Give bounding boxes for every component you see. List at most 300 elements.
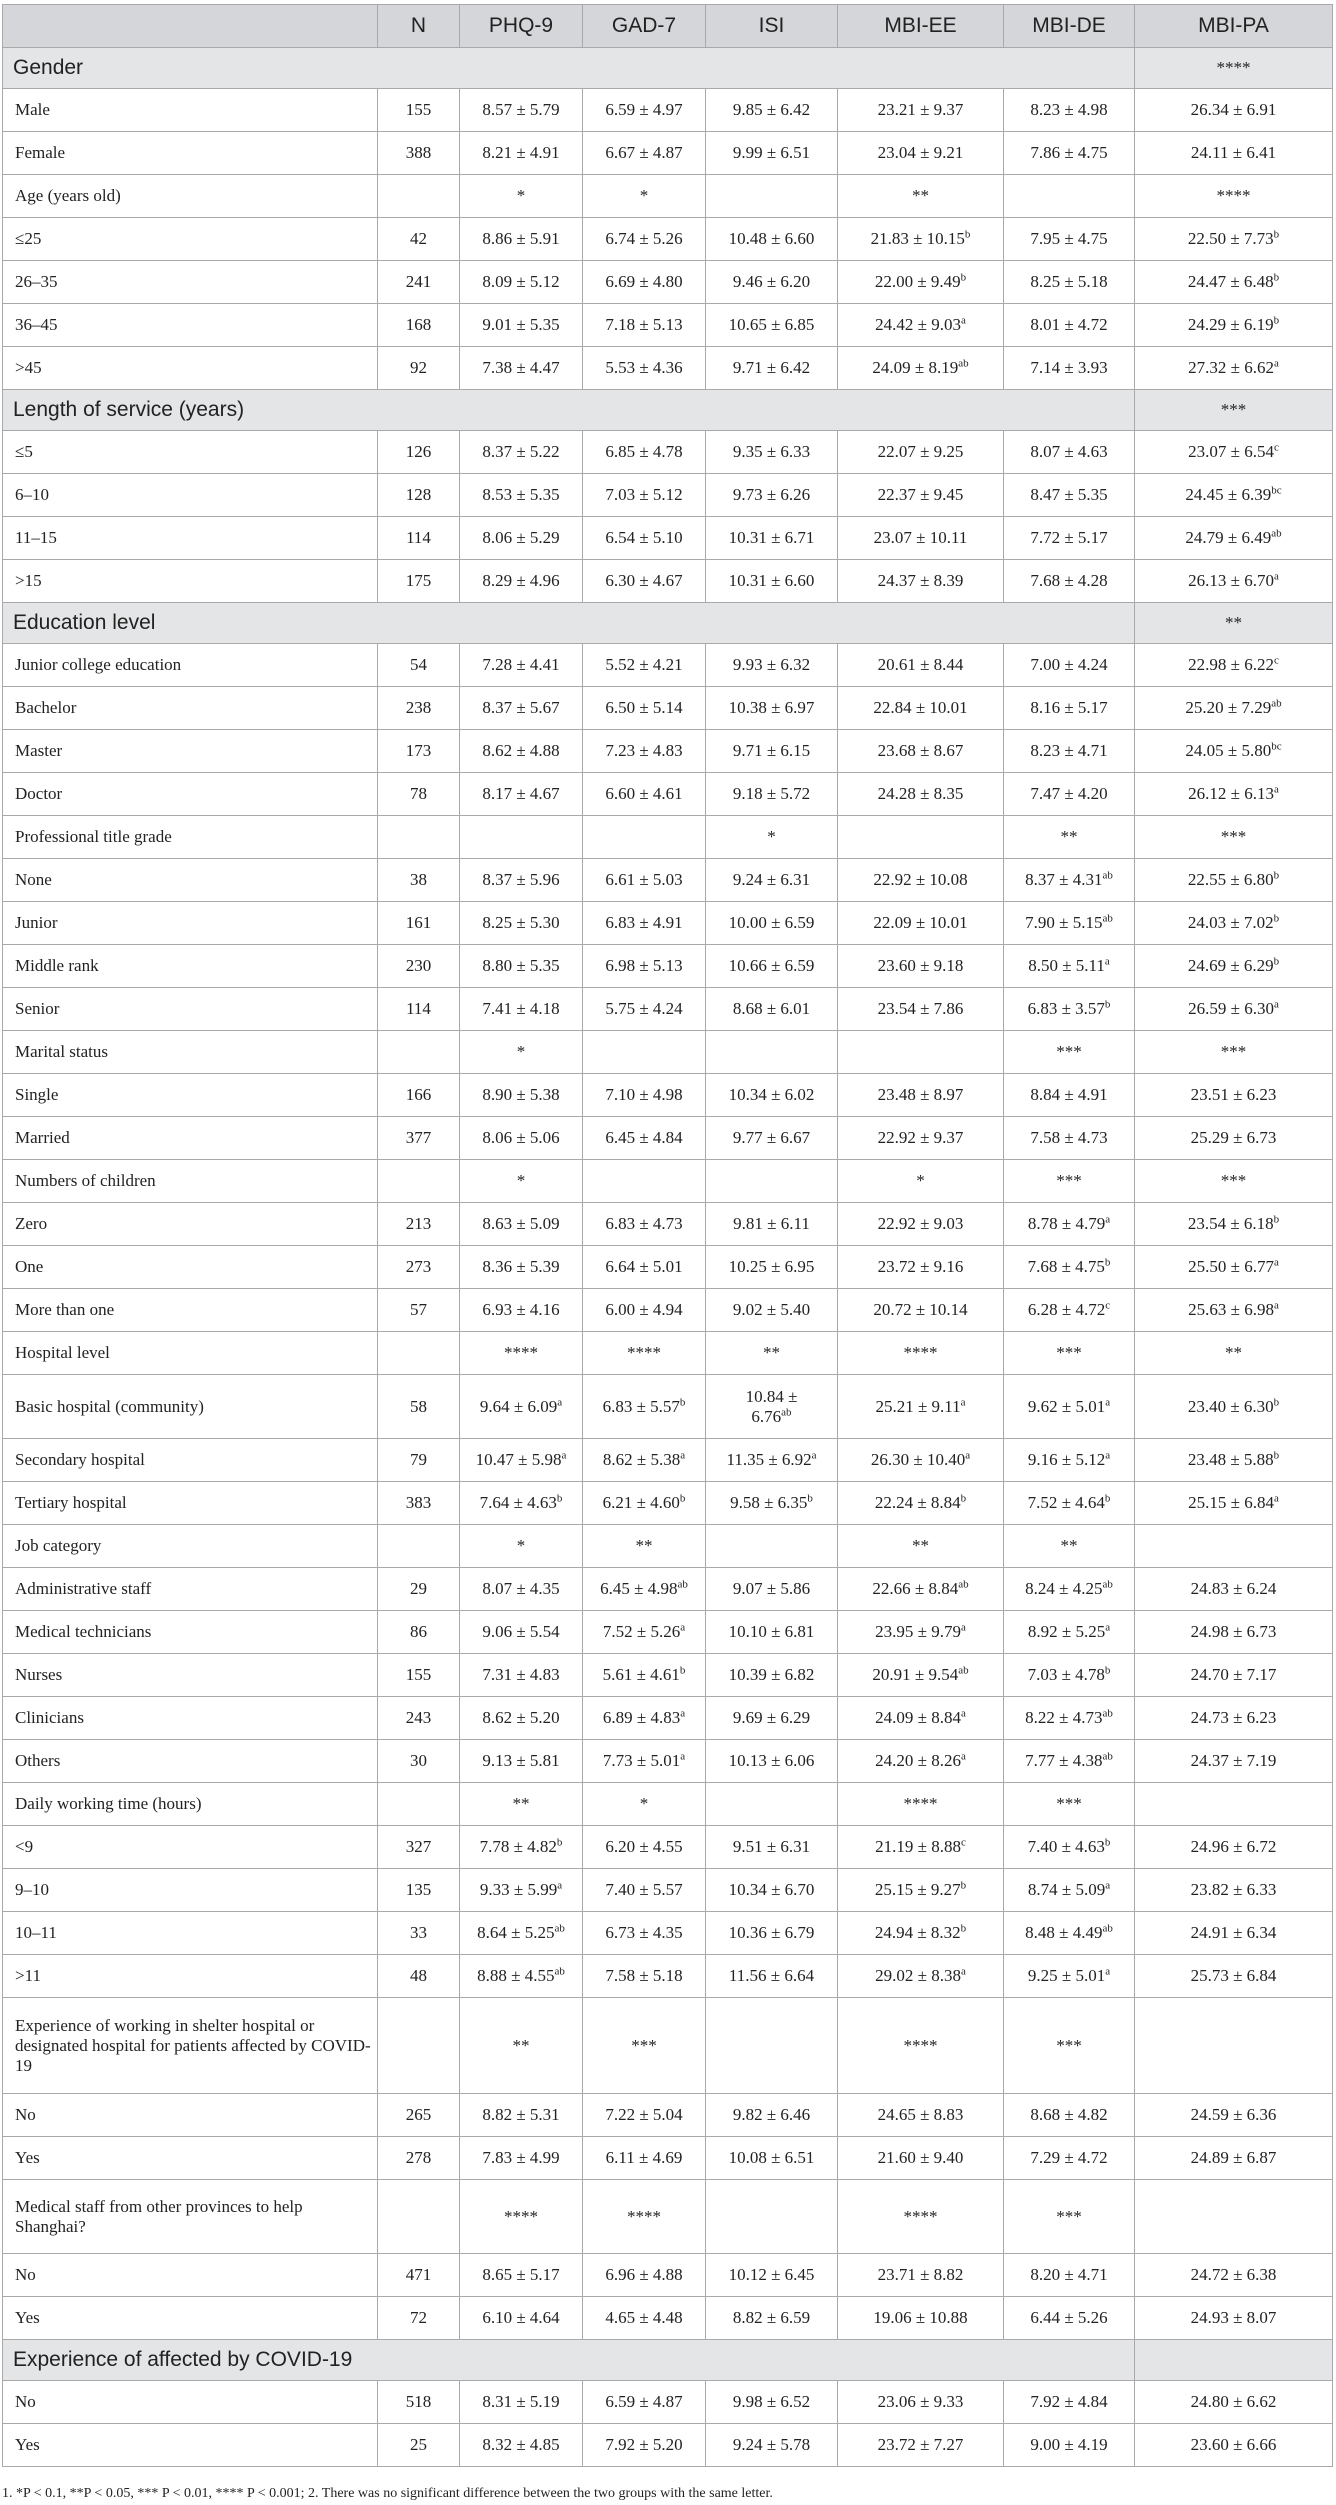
cell-value: 6.54 ± 5.10 <box>605 528 683 547</box>
letter-superscript: a <box>960 1750 966 1763</box>
value-cell <box>583 859 706 902</box>
value-cell <box>583 1246 706 1289</box>
cell-value: 8.25 ± 5.30 <box>482 913 560 932</box>
value-cell <box>460 1912 583 1955</box>
table-row <box>3 1246 1333 1289</box>
value-cell <box>1135 1332 1333 1375</box>
row-label: >11 <box>3 1955 378 1998</box>
header-cell: PHQ-9 <box>460 5 583 48</box>
cell-value: 8.62 ± 5.20 <box>482 1708 560 1727</box>
cell-value: 9.24 ± 5.78 <box>732 2435 811 2454</box>
value-cell <box>706 560 838 603</box>
header-cell: ISI <box>706 5 838 48</box>
value-cell <box>706 945 838 988</box>
value-cell <box>706 1439 838 1482</box>
cell-value: *** <box>1220 1042 1247 1061</box>
value-cell <box>583 1439 706 1482</box>
cell-value: 6.83 ± 5.57 <box>602 1396 680 1416</box>
n-cell: 79 <box>378 1439 460 1482</box>
value-cell <box>460 2297 583 2340</box>
value-cell <box>583 1031 706 1074</box>
cell-value: 7.52 ± 4.64 <box>1027 1493 1105 1512</box>
letter-superscript: a <box>960 1621 966 1634</box>
value-cell <box>838 988 1004 1031</box>
letter-superscript: ab <box>1271 527 1282 540</box>
value-cell <box>1135 1525 1333 1568</box>
cell-value: 9.69 ± 6.29 <box>732 1708 811 1727</box>
cell-value: 7.10 ± 4.98 <box>605 1085 683 1104</box>
table-row <box>3 1654 1333 1697</box>
cell-value: 9.01 ± 5.35 <box>482 315 560 334</box>
table-row <box>3 902 1333 945</box>
value-cell <box>1004 261 1135 304</box>
cell-value: 24.65 ± 8.83 <box>877 2105 964 2124</box>
table-row <box>3 347 1333 390</box>
cell-value: 24.37 ± 7.19 <box>1190 1751 1277 1770</box>
value-cell <box>706 1697 838 1740</box>
value-cell <box>1135 1289 1333 1332</box>
cell-value: ** <box>763 1343 780 1362</box>
n-cell: 175 <box>378 560 460 603</box>
cell-value: ** <box>1060 1536 1078 1555</box>
n-cell: 128 <box>378 474 460 517</box>
value-cell <box>706 1998 838 2094</box>
value-cell <box>1135 1654 1333 1697</box>
cell-value: 7.40 ± 5.57 <box>605 1880 683 1899</box>
value-cell <box>583 1869 706 1912</box>
cell-value: 27.32 ± 6.62 <box>1188 358 1274 377</box>
value-cell <box>583 1289 706 1332</box>
value-cell <box>1004 218 1135 261</box>
value-cell <box>706 347 838 390</box>
cell-value: *** <box>1056 1042 1082 1061</box>
table-row <box>3 1568 1333 1611</box>
cell-value: 7.72 ± 5.17 <box>1030 528 1108 547</box>
n-cell: 48 <box>378 1955 460 1998</box>
subgroup-row <box>3 816 1333 859</box>
cell-value: 22.24 ± 8.84 <box>874 1493 961 1512</box>
value-cell <box>1135 1826 1333 1869</box>
value-cell <box>460 687 583 730</box>
cell-value: 8.37 ± 5.67 <box>482 698 560 717</box>
letter-superscript: ab <box>1102 869 1113 882</box>
value-cell <box>706 218 838 261</box>
value-cell <box>460 1246 583 1289</box>
value-cell <box>1004 2424 1135 2467</box>
letter-superscript: a <box>680 1621 686 1634</box>
cell-value: 25.20 ± 7.29 <box>1185 698 1272 717</box>
subgroup-row <box>3 1160 1333 1203</box>
value-cell <box>1135 304 1333 347</box>
value-cell <box>460 1160 583 1203</box>
cell-value: 23.95 ± 9.79 <box>875 1622 961 1641</box>
value-cell <box>583 132 706 175</box>
table-row <box>3 517 1333 560</box>
cell-value: 6.21 ± 4.60 <box>602 1493 680 1512</box>
row-label: 11–15 <box>3 517 378 560</box>
value-cell <box>1004 1439 1135 1482</box>
value-cell <box>706 2254 838 2297</box>
value-cell <box>460 1826 583 1869</box>
cell-value: 8.36 ± 5.39 <box>482 1257 560 1276</box>
cell-value: 22.00 ± 9.49 <box>874 272 961 291</box>
value-cell <box>460 1525 583 1568</box>
cell-value: * <box>767 827 776 846</box>
value-cell <box>1135 2297 1333 2340</box>
header-row <box>3 5 1333 48</box>
cell-value: 7.95 ± 4.75 <box>1030 229 1108 248</box>
row-label: Yes <box>3 2424 378 2467</box>
value-cell <box>706 175 838 218</box>
value-cell <box>1135 773 1333 816</box>
cell-value: 8.29 ± 4.96 <box>482 571 560 590</box>
cell-value: 24.79 ± 6.49 <box>1185 528 1272 547</box>
value-cell <box>1135 1955 1333 1998</box>
cell-value: 25.29 ± 6.73 <box>1190 1128 1277 1147</box>
value-cell <box>838 1654 1004 1697</box>
value-cell <box>583 1697 706 1740</box>
cell-value: 8.24 ± 4.25 <box>1025 1579 1103 1598</box>
value-cell <box>583 2137 706 2180</box>
section-row <box>3 390 1333 431</box>
value-cell <box>838 816 1004 859</box>
cell-value: 24.09 ± 8.84 <box>875 1708 961 1727</box>
cell-value: 24.73 ± 6.23 <box>1190 1708 1277 1727</box>
value-cell <box>706 902 838 945</box>
value-cell <box>838 2137 1004 2180</box>
value-cell <box>583 644 706 687</box>
value-cell <box>1004 1332 1135 1375</box>
cell-value: ** <box>635 1536 653 1555</box>
cell-value: 10.36 ± 6.79 <box>728 1923 815 1942</box>
value-cell <box>1004 474 1135 517</box>
value-cell <box>1135 902 1333 945</box>
value-cell <box>1004 431 1135 474</box>
value-cell <box>1004 859 1135 902</box>
value-cell <box>838 1074 1004 1117</box>
value-cell <box>1135 1783 1333 1826</box>
section-label: Gender <box>3 48 1135 89</box>
cell-value: 6.00 ± 4.94 <box>605 1300 683 1319</box>
cell-value: 10.08 ± 6.51 <box>728 2148 815 2167</box>
value-cell <box>1004 175 1135 218</box>
value-cell <box>460 859 583 902</box>
cell-value: 4.65 ± 4.48 <box>605 2308 683 2327</box>
cell-value: 20.72 ± 10.14 <box>873 1300 968 1319</box>
cell-value: 25.15 ± 9.27 <box>874 1880 961 1899</box>
row-label: 9–10 <box>3 1869 378 1912</box>
value-cell <box>583 1740 706 1783</box>
cell-value: 24.05 ± 5.80 <box>1185 741 1272 760</box>
cell-value: 22.09 ± 10.01 <box>873 913 968 932</box>
cell-value: 8.22 ± 4.73 <box>1025 1708 1103 1727</box>
cell-value: 7.86 ± 4.75 <box>1030 143 1108 162</box>
cell-value: * <box>916 1171 925 1190</box>
cell-value: 7.58 ± 5.18 <box>605 1966 683 1985</box>
cell-value: 10.66 ± 6.59 <box>728 956 815 975</box>
row-label: None <box>3 859 378 902</box>
value-cell <box>1135 687 1333 730</box>
n-cell <box>378 1332 460 1375</box>
table-row <box>3 2137 1333 2180</box>
row-label: Zero <box>3 1203 378 1246</box>
value-cell <box>1004 1826 1135 1869</box>
value-cell <box>838 1160 1004 1203</box>
value-cell <box>583 1955 706 1998</box>
cell-value: 6.30 ± 4.67 <box>605 571 683 590</box>
letter-superscript: b <box>960 1492 967 1505</box>
cell-value: ** <box>912 186 929 205</box>
row-label: Single <box>3 1074 378 1117</box>
value-cell <box>838 175 1004 218</box>
cell-value: 9.24 ± 6.31 <box>732 870 811 889</box>
header-cell: GAD-7 <box>583 5 706 48</box>
cell-value: 7.28 ± 4.41 <box>482 655 560 674</box>
cell-value: 23.48 ± 8.97 <box>877 1085 964 1104</box>
letter-superscript: a <box>1105 1449 1111 1462</box>
value-cell <box>838 1525 1004 1568</box>
cell-value: 7.22 ± 5.04 <box>605 2105 683 2124</box>
value-cell <box>460 1998 583 2094</box>
subgroup-row <box>3 175 1333 218</box>
letter-superscript: b <box>679 1492 686 1505</box>
value-cell <box>838 1955 1004 1998</box>
value-cell <box>460 261 583 304</box>
cell-value: 8.23 ± 4.71 <box>1030 741 1108 760</box>
n-cell: 25 <box>378 2424 460 2467</box>
cell-value: 22.37 ± 9.45 <box>877 485 964 504</box>
cell-value: 24.89 ± 6.87 <box>1190 2148 1277 2167</box>
letter-superscript: a <box>1105 1621 1111 1634</box>
cell-value: 5.75 ± 4.24 <box>605 999 683 1018</box>
value-cell <box>583 1332 706 1375</box>
letter-superscript: b <box>556 1492 563 1505</box>
value-cell <box>460 1332 583 1375</box>
cell-value: 19.06 ± 10.88 <box>873 2308 968 2327</box>
value-cell <box>460 517 583 560</box>
cell-value: 7.68 ± 4.75 <box>1027 1257 1105 1276</box>
section-row <box>3 603 1333 644</box>
cell-value: 6.83 ± 4.91 <box>605 913 683 932</box>
significance-cell: ** <box>1135 603 1333 644</box>
cell-value: 7.41 ± 4.18 <box>482 999 560 1018</box>
n-cell: 155 <box>378 89 460 132</box>
cell-value: 24.42 ± 9.03 <box>875 315 961 334</box>
table-row <box>3 1955 1333 1998</box>
cell-value: * <box>639 186 649 205</box>
row-label: Male <box>3 89 378 132</box>
value-cell <box>460 1289 583 1332</box>
table-row <box>3 1117 1333 1160</box>
value-cell <box>706 1869 838 1912</box>
cell-value: 8.20 ± 4.71 <box>1030 2265 1108 2284</box>
cell-value: 9.06 ± 5.54 <box>482 1622 560 1641</box>
row-label: Senior <box>3 988 378 1031</box>
cell-value: 24.29 ± 6.19 <box>1187 315 1274 334</box>
cell-value: * <box>516 186 526 205</box>
value-cell <box>1135 517 1333 560</box>
value-cell <box>460 1568 583 1611</box>
cell-value: 6.11 ± 4.69 <box>605 2148 683 2167</box>
value-cell <box>838 1826 1004 1869</box>
row-label: Junior college education <box>3 644 378 687</box>
row-label: Clinicians <box>3 1697 378 1740</box>
cell-value: 7.03 ± 4.78 <box>1027 1665 1105 1684</box>
n-cell: 383 <box>378 1482 460 1525</box>
cell-value: 8.47 ± 5.35 <box>1030 485 1108 504</box>
n-cell: 518 <box>378 2381 460 2424</box>
n-cell: 33 <box>378 1912 460 1955</box>
row-label: Medical staff from other provinces to help Shanghai? <box>3 2180 378 2254</box>
cell-value: 22.55 ± 6.80 <box>1187 870 1274 889</box>
letter-superscript: bc <box>1271 740 1282 753</box>
value-cell <box>1135 1160 1333 1203</box>
cell-value: 6.44 ± 5.26 <box>1030 2308 1108 2327</box>
cell-value: 10.31 ± 6.71 <box>728 528 815 547</box>
cell-value: 6.69 ± 4.80 <box>605 272 683 291</box>
cell-value: 7.14 ± 3.93 <box>1030 358 1108 377</box>
value-cell <box>838 1783 1004 1826</box>
significance-cell <box>1135 2340 1333 2381</box>
cell-value: * <box>516 1536 526 1555</box>
cell-value: 22.84 ± 10.01 <box>873 698 968 717</box>
cell-value: 8.57 ± 5.79 <box>482 100 560 119</box>
cell-value: 23.60 ± 6.66 <box>1190 2435 1277 2454</box>
cell-value: 8.32 ± 4.85 <box>482 2435 560 2454</box>
cell-value: 6.67 ± 4.87 <box>605 143 683 162</box>
cell-value: 8.09 ± 5.12 <box>482 272 560 291</box>
cell-value: 26.34 ± 6.91 <box>1190 100 1277 119</box>
value-cell <box>583 730 706 773</box>
value-cell <box>583 560 706 603</box>
cell-value: 23.82 ± 6.33 <box>1190 1880 1277 1899</box>
cell-value: *** <box>1056 2206 1082 2226</box>
cell-value: *** <box>1220 1171 1247 1190</box>
table-row <box>3 218 1333 261</box>
value-cell <box>838 773 1004 816</box>
cell-value: * <box>516 1042 526 1061</box>
value-cell <box>706 2180 838 2254</box>
cell-value: 6.20 ± 4.55 <box>605 1837 683 1856</box>
value-cell <box>460 304 583 347</box>
value-cell <box>460 431 583 474</box>
cell-value: 23.68 ± 8.67 <box>877 741 964 760</box>
cell-value: 8.17 ± 4.67 <box>482 784 560 803</box>
value-cell <box>1135 560 1333 603</box>
cell-value: 21.60 ± 9.40 <box>877 2148 964 2167</box>
row-label: ≤25 <box>3 218 378 261</box>
cell-value: 7.92 ± 4.84 <box>1030 2392 1108 2411</box>
cell-value: 22.92 ± 9.03 <box>877 1214 964 1233</box>
value-cell <box>838 2180 1004 2254</box>
value-cell <box>1004 1998 1135 2094</box>
value-cell <box>583 1482 706 1525</box>
section-label: Length of service (years) <box>3 390 1135 431</box>
value-cell <box>460 474 583 517</box>
cell-value: 11.56 ± 6.64 <box>728 1966 815 1985</box>
value-cell <box>1004 1525 1135 1568</box>
table-row <box>3 1375 1333 1439</box>
value-cell <box>1004 1568 1135 1611</box>
cell-value: 10.47 ± 5.98 <box>475 1450 562 1469</box>
n-cell: 278 <box>378 2137 460 2180</box>
value-cell <box>1135 2094 1333 2137</box>
n-cell: 135 <box>378 1869 460 1912</box>
cell-value: **** <box>627 1343 661 1362</box>
value-cell <box>838 1203 1004 1246</box>
table-row <box>3 1074 1333 1117</box>
value-cell <box>838 347 1004 390</box>
cell-value: **** <box>903 1343 938 1362</box>
value-cell <box>1004 988 1135 1031</box>
cell-value: **** <box>903 1794 938 1813</box>
cell-value: 7.92 ± 5.20 <box>605 2435 683 2454</box>
value-cell <box>460 1074 583 1117</box>
letter-superscript: a <box>960 1395 966 1408</box>
cell-value: **** <box>504 1343 538 1362</box>
value-cell <box>838 1117 1004 1160</box>
value-cell <box>583 261 706 304</box>
cell-value: 9.02 ± 5.40 <box>732 1300 811 1319</box>
cell-value: 8.84 ± 4.91 <box>1030 1085 1108 1104</box>
value-cell <box>706 1654 838 1697</box>
value-cell <box>1135 2381 1333 2424</box>
n-cell: 126 <box>378 431 460 474</box>
row-label: Marital status <box>3 1031 378 1074</box>
cell-value: 8.82 ± 5.31 <box>482 2105 560 2124</box>
cell-value: 7.78 ± 4.82 <box>479 1837 557 1856</box>
cell-value: 8.07 ± 4.63 <box>1030 442 1108 461</box>
cell-value: 7.29 ± 4.72 <box>1030 2148 1108 2167</box>
cell-value: ** <box>1225 1343 1242 1362</box>
cell-value: 10.38 ± 6.97 <box>728 698 815 717</box>
cell-value: 6.96 ± 4.88 <box>605 2265 683 2284</box>
letter-superscript: a <box>1104 955 1110 968</box>
letter-superscript: b <box>964 228 971 241</box>
value-cell <box>706 2381 838 2424</box>
row-label: Junior <box>3 902 378 945</box>
cell-value: 9.99 ± 6.51 <box>732 143 811 162</box>
value-cell <box>1135 431 1333 474</box>
significance-cell: *** <box>1135 390 1333 431</box>
letter-superscript: c <box>960 1836 966 1849</box>
value-cell <box>1004 347 1135 390</box>
cell-value: 7.18 ± 5.13 <box>605 315 683 334</box>
table-row <box>3 2094 1333 2137</box>
letter-superscript: a <box>680 1707 686 1720</box>
value-cell <box>838 1697 1004 1740</box>
n-cell: 243 <box>378 1697 460 1740</box>
value-cell <box>706 1611 838 1654</box>
cell-value: 9.82 ± 6.46 <box>732 2105 811 2124</box>
value-cell <box>706 474 838 517</box>
value-cell <box>706 517 838 560</box>
value-cell <box>1135 474 1333 517</box>
cell-value: *** <box>631 2035 657 2055</box>
cell-value: * <box>516 1171 526 1190</box>
value-cell <box>706 2424 838 2467</box>
n-cell <box>378 1998 460 2094</box>
value-cell <box>1135 1740 1333 1783</box>
value-cell <box>1135 1697 1333 1740</box>
cell-value: 8.50 ± 5.11 <box>1028 956 1105 975</box>
value-cell <box>706 1740 838 1783</box>
letter-superscript: a <box>1273 1256 1279 1269</box>
cell-value: 9.73 ± 6.26 <box>732 485 811 504</box>
value-cell <box>706 261 838 304</box>
results-table <box>2 4 1333 2467</box>
row-label: Secondary hospital <box>3 1439 378 1482</box>
